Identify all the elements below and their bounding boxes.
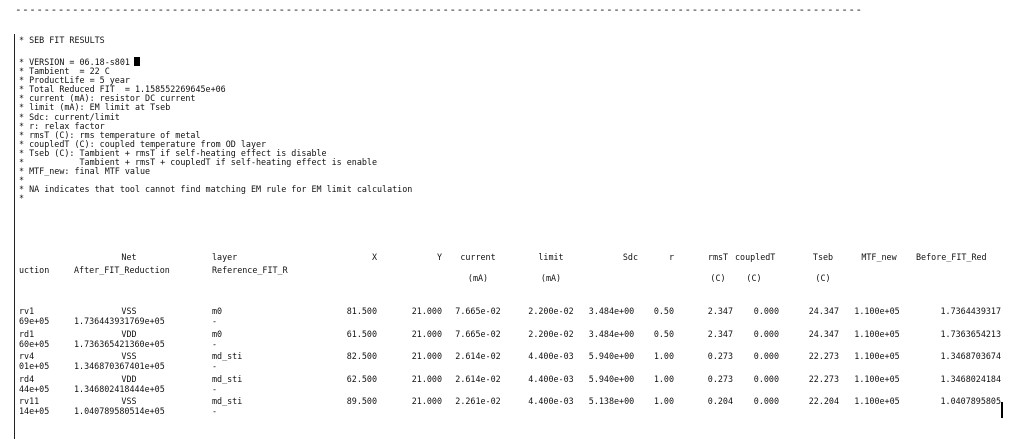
info-line: * Tambient = 22 C [19,66,110,76]
cell-after-fit: 1.736365421360e+05 [74,338,165,349]
cell-current: 2.614e-02 [455,351,501,362]
cell-limit: 4.400e-03 [528,396,574,407]
cell-limit: 4.400e-03 [528,351,574,362]
header-r: r [668,252,674,262]
cell-layer: m0 [212,306,223,316]
cell-sdc: 5.940e+00 [588,373,635,384]
cell-y: 21.000 [411,396,442,407]
cell-coupledt: 0.000 [753,351,779,362]
info-line: * ProductLife = 5 year [19,75,130,86]
header-tseb: Tseb [812,252,834,262]
info-line: * limit (mA): EM limit at Tseb [19,102,171,113]
info-line: * NA indicates that tool cannot find matching EM rule for EM limit calculation [19,184,413,195]
separator-line: ----------------------------------------------------------------------------------------------------------------------- [15,4,863,15]
results-title: * SEB FIT RESULTS [19,35,105,45]
cell-sdc: 5.138e+00 [588,396,635,407]
cell-before-fit: 1.7363654213 [940,328,1001,339]
cell-name: rv1 [19,306,35,316]
cell-cont-prefix: 01e+05 [19,361,50,372]
info-line: * current (mA): resistor DC current [19,93,196,104]
cell-y: 21.000 [411,328,442,339]
cell-net: VDD [121,328,137,339]
cell-r: 1.00 [653,396,674,407]
cell-coupledt: 0.000 [753,328,779,339]
info-line: * r: relax factor [19,120,105,131]
header-coupledt-unit: (C) [746,273,762,283]
cell-rmst: 2.347 [707,306,733,316]
info-line: * Total Reduced FIT = 1.158552269645e+06 [19,84,226,95]
cell-cont-prefix: 69e+05 [19,316,50,326]
header-uction: uction [19,265,50,275]
cell-ref-fit: - [212,361,218,372]
info-line: * coupledT (C): coupled temperature from OD layer [19,138,267,149]
caret-icon [1001,402,1003,418]
cell-ref-fit: - [212,338,218,349]
cell-mtf-new: 1.100e+05 [854,328,900,339]
info-line: * rmsT (C): rms temperature of metal [19,129,201,140]
cell-before-fit: 1.7364439317 [940,306,1001,316]
cell-r: 1.00 [653,373,674,384]
cell-r: 1.00 [653,351,674,362]
header-current: current [460,252,496,262]
cell-net: VSS [121,351,137,362]
info-line: * [19,193,25,204]
cell-cont-prefix: 44e+05 [19,383,50,394]
cell-rmst: 2.347 [707,328,733,339]
header-limit-unit: (mA) [540,273,562,283]
cell-before-fit: 1.0407895805 [940,396,1001,407]
cell-tseb: 22.273 [808,373,839,384]
cell-layer: md_sti [212,396,243,407]
cell-ref-fit: - [212,383,218,394]
header-sdc: Sdc [622,252,638,262]
cell-after-fit: 1.346870367401e+05 [74,361,165,372]
cell-name: rd1 [19,328,35,339]
cell-rmst: 0.273 [707,351,733,362]
terminal-output-panel[interactable] [14,34,1001,439]
cell-rmst: 0.273 [707,373,733,384]
header-mtf-new: MTF_new [861,252,897,262]
header-net: Net [121,252,137,262]
cell-before-fit: 1.3468024184 [940,373,1001,384]
cell-x: 62.500 [346,373,377,384]
cell-cont-prefix: 14e+05 [19,406,50,417]
header-x: X [371,252,377,262]
info-line: * MTF_new: final MTF value [19,166,151,177]
cell-mtf-new: 1.100e+05 [854,373,900,384]
cell-coupledt: 0.000 [753,373,779,384]
cell-sdc: 5.940e+00 [588,351,635,362]
info-line: * Tambient + rmsT + coupledT if self-heating effect is enable [19,157,377,167]
cell-r: 0.50 [653,328,674,339]
info-line: * Tseb (C): Tambient + rmsT if self-heating effect is disable [19,147,327,158]
cell-layer: md_sti [212,351,243,362]
cell-name: rd4 [19,373,35,384]
info-line: * Sdc: current/limit [19,111,120,122]
cell-net: VDD [121,373,137,384]
cell-after-fit: 1.040789580514e+05 [74,406,165,417]
header-before-fit: Before_FIT_Red [916,252,987,262]
cell-net: VSS [121,306,137,316]
cell-name: rv11 [19,396,40,407]
cell-sdc: 3.484e+00 [588,306,635,316]
cell-current: 2.614e-02 [455,373,501,384]
cell-mtf-new: 1.100e+05 [854,396,900,407]
cell-mtf-new: 1.100e+05 [854,306,900,316]
header-layer: layer [212,252,238,262]
cell-after-fit: 1.346802418444e+05 [74,383,165,394]
cell-coupledt: 0.000 [753,306,779,316]
header-tseb-unit: (C) [815,273,831,283]
cell-after-fit: 1.736443931769e+05 [74,316,165,326]
text-cursor-icon [134,57,140,66]
cell-r: 0.50 [653,306,674,316]
cell-coupledt: 0.000 [753,396,779,407]
cell-layer: m0 [212,328,223,339]
cell-cont-prefix: 60e+05 [19,338,50,349]
cell-current: 7.665e-02 [455,306,501,316]
header-ref-fit: Reference_FIT_R [212,265,288,275]
cell-limit: 2.200e-02 [528,306,574,316]
cell-tseb: 22.273 [808,351,839,362]
header-rmst-unit: (C) [710,273,726,283]
cell-layer: md_sti [212,373,243,384]
cell-x: 61.500 [346,328,377,339]
info-line: * [19,175,25,186]
header-rmst: rmsT [707,252,729,262]
cell-tseb: 22.204 [808,396,839,407]
cell-rmst: 0.204 [707,396,733,407]
header-after-fit: After_FIT_Reduction [74,265,170,275]
cell-limit: 2.200e-02 [528,328,574,339]
header-coupledt: coupledT [735,252,776,262]
cell-net: VSS [121,396,137,407]
header-current-unit: (mA) [467,273,489,283]
cell-x: 81.500 [346,306,377,316]
cell-tseb: 24.347 [808,328,839,339]
cell-y: 21.000 [411,351,442,362]
cell-y: 21.000 [411,306,442,316]
version-line: * VERSION = 06.18-s801 [19,57,140,66]
header-limit: limit [538,252,564,262]
cell-ref-fit: - [212,406,218,417]
header-y: Y [436,252,442,262]
cell-x: 89.500 [346,396,377,407]
cell-x: 82.500 [346,351,377,362]
cell-name: rv4 [19,351,35,362]
cell-sdc: 3.484e+00 [588,328,635,339]
cell-limit: 4.400e-03 [528,373,574,384]
cell-current: 7.665e-02 [455,328,501,339]
cell-current: 2.261e-02 [455,396,501,407]
cell-tseb: 24.347 [808,306,839,316]
cell-ref-fit: - [212,316,218,326]
cell-mtf-new: 1.100e+05 [854,351,900,362]
cell-y: 21.000 [411,373,442,384]
cell-before-fit: 1.3468703674 [940,351,1001,362]
